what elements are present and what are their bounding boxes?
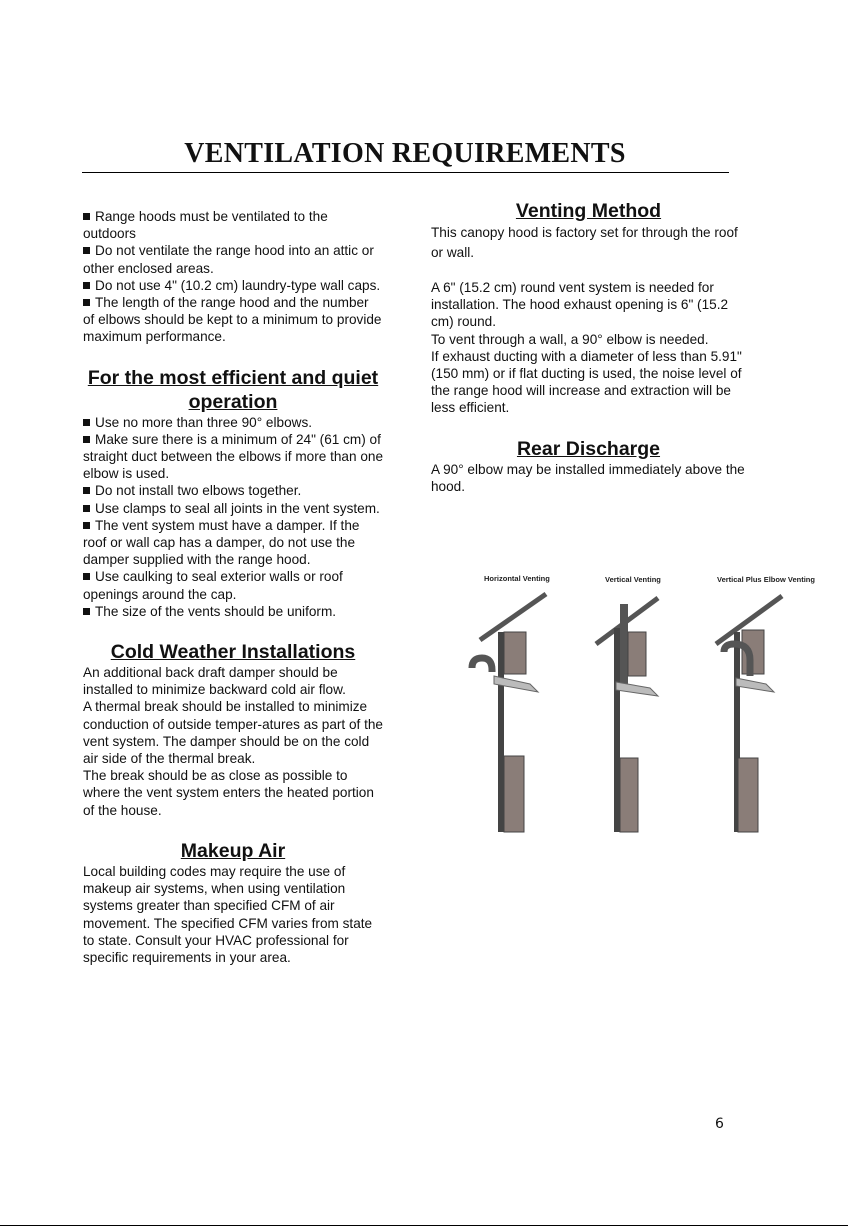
- cold-weather-heading: Cold Weather Installations: [110, 641, 356, 664]
- venting-diagram-drawing: [468, 572, 808, 842]
- bullet-icon: [83, 608, 90, 615]
- bullet-icon: [83, 247, 90, 254]
- list-item: Do not install two elbows together.: [83, 482, 383, 499]
- list-item: The size of the vents should be uniform.: [83, 603, 383, 620]
- cold-weather-paragraph: An additional back draft damper should be installed to minimize backward cold air flow.: [83, 665, 346, 698]
- left-column: [83, 208, 383, 966]
- bottom-divider: [0, 1225, 848, 1226]
- venting-method-paragraph: A 6" (15.2 cm) round vent system is needed for installation. The hood exhaust opening is 6" (15.2 cm) round.: [431, 280, 729, 330]
- list-item: Use clamps to seal all joints in the vent system.: [83, 500, 383, 517]
- bullet-icon: [83, 419, 90, 426]
- venting-method-heading: Venting Method: [515, 200, 662, 222]
- page-number: 6: [715, 1116, 724, 1132]
- cold-weather-paragraph: The break should be as close as possible to where the vent system enters the heated portion of the house.: [83, 768, 374, 818]
- bullet-icon: [83, 282, 90, 289]
- vertical-venting-illustration: [596, 598, 658, 832]
- page-title: VENTILATION REQUIREMENTS: [184, 138, 626, 169]
- makeup-air-heading: Makeup Air: [180, 839, 286, 862]
- venting-method-paragraph: If exhaust ducting with a diameter of less than 5.91" (150 mm) or if flat ducting is used, the noise level of the range hood will increase and extraction will be less efficient.: [431, 348, 742, 416]
- horizontal-venting-illustration: [472, 594, 546, 832]
- list-item: Do not use 4" (10.2 cm) laundry-type wall caps.: [83, 277, 383, 294]
- bullet-icon: [83, 573, 90, 580]
- list-item: The length of the range hood and the number of elbows should be kept to a minimum to provide maximum performance.: [83, 295, 382, 345]
- list-item: Use caulking to seal exterior walls or roof openings around the cap.: [83, 569, 343, 602]
- bullet-icon: [83, 299, 90, 306]
- vertical-elbow-venting-illustration: [716, 596, 782, 832]
- cold-weather-paragraph: A thermal break should be installed to minimize conduction of outside temper-atures as part of the vent system. The damper should be on the cold air side of the thermal break.: [83, 699, 383, 767]
- bullet-icon: [83, 522, 90, 529]
- rear-discharge-heading: Rear Discharge: [516, 437, 661, 460]
- figure-label-horizontal: Horizontal Venting: [484, 574, 550, 583]
- list-item: The vent system must have a damper. If the roof or wall cap has a damper, do not use the damper supplied with the range hood.: [83, 517, 360, 568]
- venting-method-paragraph: This canopy hood is factory set for through the roof or wall.: [431, 225, 738, 260]
- venting-method-paragraph: To vent through a wall, a 90° elbow is needed.: [431, 331, 709, 347]
- bullet-icon: [83, 487, 90, 494]
- list-item: Make sure there is a minimum of 24" (61 cm) of straight duct between the elbows if more than one elbow is used.: [83, 431, 383, 482]
- efficient-operation-heading: For the most efficient and quiet operation: [87, 366, 379, 413]
- rear-discharge-paragraph: A 90° elbow may be installed immediately above the hood.: [431, 461, 745, 494]
- bullet-icon: [83, 505, 90, 512]
- figure-label-vertical-elbow: Vertical Plus Elbow Venting: [717, 575, 815, 584]
- figure-label-vertical: Vertical Venting: [605, 575, 661, 584]
- venting-diagram: [468, 572, 815, 842]
- bullet-icon: [83, 213, 90, 220]
- list-item: Range hoods must be ventilated to the outdoors: [83, 209, 328, 242]
- title-divider: [82, 172, 729, 173]
- makeup-air-paragraph: Local building codes may require the use of makeup air systems, when using ventilation systems greater than specified CFM of air movement. The specified CFM varies from state to state. Consult your HVAC professional for specific requirements in your area.: [83, 863, 373, 965]
- bullet-icon: [83, 436, 90, 443]
- list-item: Use no more than three 90° elbows.: [83, 414, 383, 431]
- list-item: Do not ventilate the range hood into an attic or other enclosed areas.: [83, 243, 374, 276]
- right-column: [431, 199, 746, 495]
